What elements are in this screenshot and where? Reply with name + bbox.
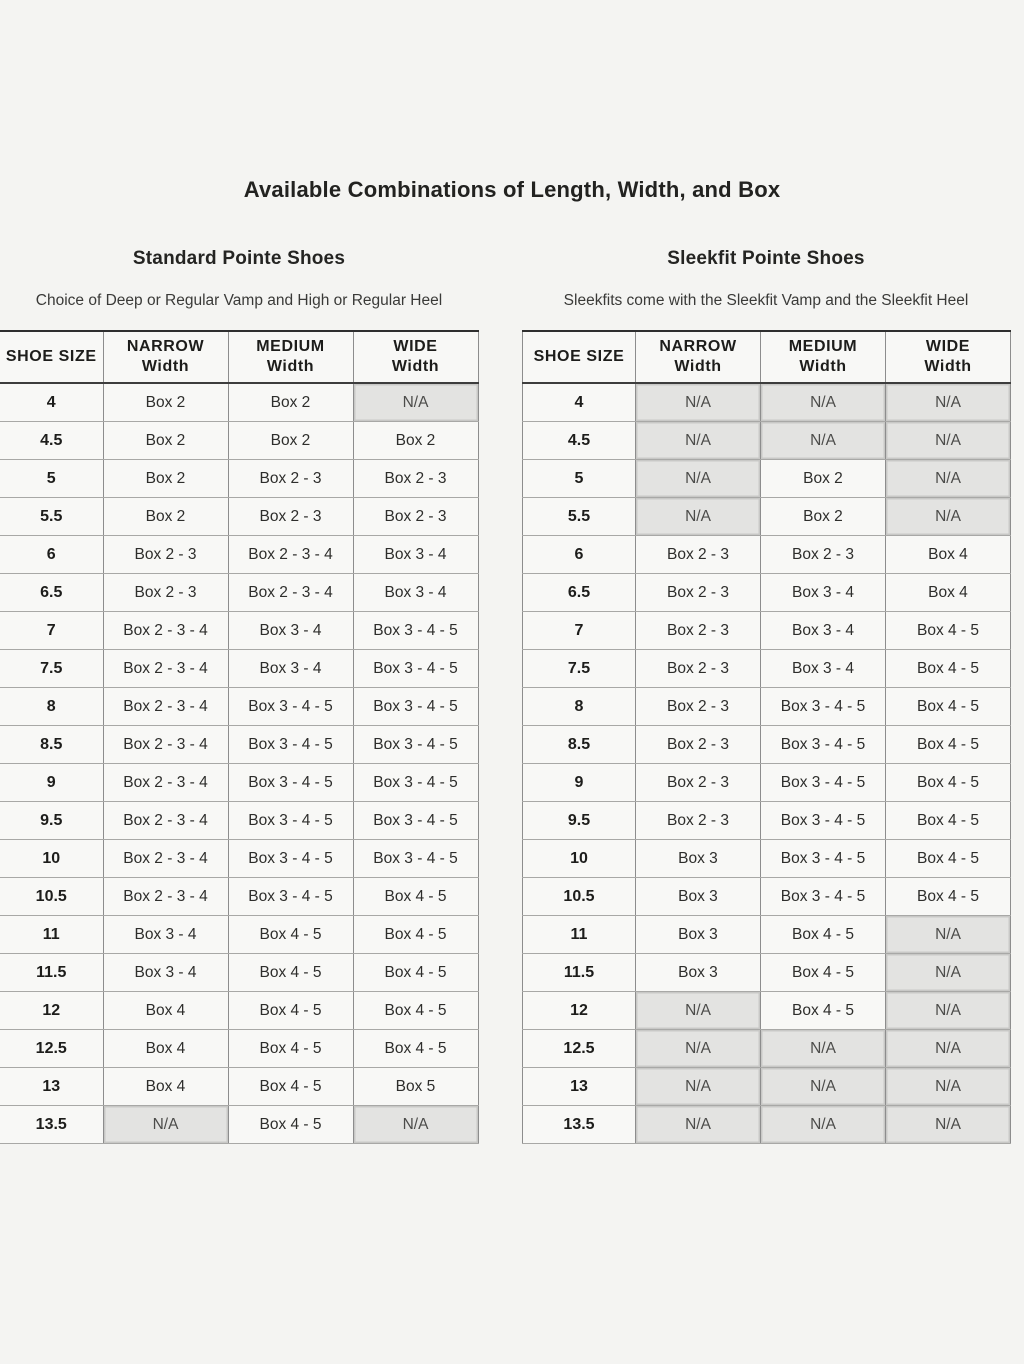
box-cell: Box 4 - 5 xyxy=(886,878,1011,916)
standard-note: Choice of Deep or Regular Vamp and High or Regular Heel xyxy=(35,292,443,309)
shoe-size-cell: 7 xyxy=(523,612,636,650)
table-row xyxy=(0,878,478,916)
box-cell: Box 3 - 4 - 5 xyxy=(761,802,886,840)
na-cell: N/A xyxy=(886,916,1011,954)
na-cell: N/A xyxy=(636,422,761,460)
shoe-size-cell: 7.5 xyxy=(523,650,636,688)
box-cell: Box 2 - 3 xyxy=(636,574,761,612)
shoe-size-cell: 9.5 xyxy=(523,802,636,840)
header-label: WIDE xyxy=(925,338,971,355)
shoe-size-cell: 12 xyxy=(523,992,636,1030)
box-cell: Box 3 - 4 xyxy=(103,954,228,992)
shoe-size-header xyxy=(523,331,636,383)
header-sublabel: Width xyxy=(799,358,847,375)
box-cell: Box 3 - 4 - 5 xyxy=(228,802,353,840)
shoe-size-cell: 11 xyxy=(0,916,103,954)
shoe-size-cell: 9 xyxy=(0,764,103,802)
box-cell: Box 3 - 4 - 5 xyxy=(353,612,478,650)
box-cell: Box 4 - 5 xyxy=(353,916,478,954)
header-label: NARROW xyxy=(659,338,737,355)
shoe-size-cell: 12 xyxy=(0,992,103,1030)
box-cell: Box 3 - 4 - 5 xyxy=(761,726,886,764)
box-cell: Box 4 - 5 xyxy=(353,878,478,916)
box-cell: Box 3 - 4 - 5 xyxy=(228,688,353,726)
shoe-size-cell: 12.5 xyxy=(523,1030,636,1068)
shoe-size-cell: 12.5 xyxy=(0,1030,103,1068)
sleekfit-table-body xyxy=(523,383,1011,1144)
box-cell: Box 4 xyxy=(886,574,1011,612)
box-cell: Box 2 xyxy=(761,498,886,536)
na-cell: N/A xyxy=(636,383,761,422)
table-row xyxy=(0,650,478,688)
box-cell: Box 2 xyxy=(353,422,478,460)
shoe-size-cell: 8 xyxy=(523,688,636,726)
table-row xyxy=(0,992,478,1030)
box-cell: Box 2 - 3 xyxy=(636,650,761,688)
box-cell: Box 2 - 3 xyxy=(636,726,761,764)
medium-width-header xyxy=(761,331,886,383)
box-cell: Box 2 xyxy=(761,460,886,498)
shoe-size-cell: 7.5 xyxy=(0,650,103,688)
sleekfit-pointe-panel xyxy=(522,241,1010,1144)
box-cell: Box 3 - 4 xyxy=(761,650,886,688)
box-cell: Box 4 xyxy=(103,1068,228,1106)
box-cell: Box 3 - 4 - 5 xyxy=(353,688,478,726)
header-label: MEDIUM xyxy=(788,338,858,355)
box-cell: Box 2 - 3 xyxy=(103,574,228,612)
box-cell: Box 2 - 3 xyxy=(636,536,761,574)
sleekfit-size-table xyxy=(522,330,1011,1144)
shoe-size-cell: 7 xyxy=(0,612,103,650)
shoe-size-cell: 13 xyxy=(0,1068,103,1106)
na-cell: N/A xyxy=(886,1106,1011,1144)
table-row xyxy=(0,802,478,840)
na-cell: N/A xyxy=(886,383,1011,422)
shoe-size-cell: 9 xyxy=(523,764,636,802)
box-cell: Box 4 - 5 xyxy=(886,764,1011,802)
na-cell: N/A xyxy=(886,1030,1011,1068)
box-cell: Box 3 - 4 xyxy=(761,574,886,612)
table-row xyxy=(0,612,478,650)
table-row xyxy=(523,764,1011,802)
table-row xyxy=(523,726,1011,764)
box-cell: Box 4 - 5 xyxy=(353,1030,478,1068)
shoe-size-header xyxy=(0,331,103,383)
box-cell: Box 2 - 3 - 4 xyxy=(103,764,228,802)
table-row xyxy=(523,878,1011,916)
wide-width-header xyxy=(886,331,1011,383)
table-row xyxy=(0,1030,478,1068)
box-cell: Box 3 - 4 - 5 xyxy=(353,764,478,802)
box-cell: Box 3 - 4 xyxy=(761,612,886,650)
shoe-size-cell: 4 xyxy=(0,383,103,422)
shoe-size-cell: 11.5 xyxy=(523,954,636,992)
shoe-size-cell: 6 xyxy=(523,536,636,574)
table-row xyxy=(0,840,478,878)
box-cell: Box 4 - 5 xyxy=(886,612,1011,650)
na-cell: N/A xyxy=(353,383,478,422)
box-cell: Box 5 xyxy=(353,1068,478,1106)
shoe-size-cell: 13.5 xyxy=(523,1106,636,1144)
shoe-size-cell: 5.5 xyxy=(0,498,103,536)
na-cell: N/A xyxy=(636,460,761,498)
shoe-size-cell: 4 xyxy=(523,383,636,422)
shoe-size-cell: 11 xyxy=(523,916,636,954)
box-cell: Box 2 xyxy=(103,383,228,422)
shoe-size-cell: 4.5 xyxy=(523,422,636,460)
wide-width-header xyxy=(353,331,478,383)
standard-subtitle: Standard Pointe Shoes xyxy=(132,248,346,269)
box-cell: Box 3 - 4 - 5 xyxy=(761,688,886,726)
box-cell: Box 2 - 3 - 4 xyxy=(103,802,228,840)
shoe-size-cell: 8.5 xyxy=(523,726,636,764)
box-cell: Box 4 - 5 xyxy=(228,1030,353,1068)
box-cell: Box 3 xyxy=(636,840,761,878)
na-cell: N/A xyxy=(103,1106,228,1144)
table-row xyxy=(523,1068,1011,1106)
box-cell: Box 3 xyxy=(636,916,761,954)
box-cell: Box 2 xyxy=(228,383,353,422)
standard-pointe-panel xyxy=(0,241,478,1144)
box-cell: Box 2 - 3 - 4 xyxy=(103,878,228,916)
box-cell: Box 3 - 4 xyxy=(228,612,353,650)
header-label: NARROW xyxy=(126,338,205,355)
box-cell: Box 2 - 3 xyxy=(636,612,761,650)
na-cell: N/A xyxy=(886,1068,1011,1106)
shoe-size-cell: 10 xyxy=(0,840,103,878)
header-sublabel: Width xyxy=(391,358,440,375)
na-cell: N/A xyxy=(886,498,1011,536)
box-cell: Box 4 - 5 xyxy=(228,1106,353,1144)
table-row xyxy=(0,764,478,802)
box-cell: Box 2 xyxy=(103,422,228,460)
na-cell: N/A xyxy=(636,1068,761,1106)
box-cell: Box 3 - 4 - 5 xyxy=(228,840,353,878)
table-header-row xyxy=(0,331,478,383)
table-row xyxy=(0,954,478,992)
na-cell: N/A xyxy=(886,460,1011,498)
shoe-size-cell: 13 xyxy=(523,1068,636,1106)
box-cell: Box 3 - 4 - 5 xyxy=(228,764,353,802)
box-cell: Box 3 - 4 - 5 xyxy=(761,840,886,878)
shoe-size-cell: 8.5 xyxy=(0,726,103,764)
table-row xyxy=(0,574,478,612)
header-sublabel: Width xyxy=(141,358,190,375)
table-row xyxy=(523,1030,1011,1068)
box-cell: Box 4 xyxy=(103,1030,228,1068)
page-title: Available Combinations of Length, Width, and Box xyxy=(243,177,781,202)
box-cell: Box 3 - 4 - 5 xyxy=(353,726,478,764)
na-cell: N/A xyxy=(636,498,761,536)
box-cell: Box 3 xyxy=(636,878,761,916)
na-cell: N/A xyxy=(761,383,886,422)
na-cell: N/A xyxy=(886,422,1011,460)
box-cell: Box 4 xyxy=(103,992,228,1030)
box-cell: Box 4 - 5 xyxy=(761,992,886,1030)
header-sublabel: Width xyxy=(924,358,972,375)
box-cell: Box 3 - 4 xyxy=(228,650,353,688)
table-row xyxy=(523,498,1011,536)
sleekfit-subtitle: Sleekfit Pointe Shoes xyxy=(667,248,865,269)
box-cell: Box 2 - 3 - 4 xyxy=(103,650,228,688)
box-cell: Box 2 - 3 xyxy=(228,498,353,536)
na-cell: N/A xyxy=(636,1106,761,1144)
box-cell: Box 2 - 3 - 4 xyxy=(103,612,228,650)
na-cell: N/A xyxy=(353,1106,478,1144)
shoe-size-cell: 6.5 xyxy=(523,574,636,612)
box-cell: Box 4 - 5 xyxy=(228,954,353,992)
box-cell: Box 2 - 3 xyxy=(353,460,478,498)
na-cell: N/A xyxy=(636,1030,761,1068)
na-cell: N/A xyxy=(636,992,761,1030)
header-label: SHOE SIZE xyxy=(533,348,625,365)
shoe-size-cell: 8 xyxy=(0,688,103,726)
box-cell: Box 4 - 5 xyxy=(886,688,1011,726)
shoe-size-cell: 5.5 xyxy=(523,498,636,536)
medium-width-header xyxy=(228,331,353,383)
header-label: SHOE SIZE xyxy=(5,348,97,365)
box-cell: Box 2 - 3 xyxy=(636,688,761,726)
box-cell: Box 2 xyxy=(228,422,353,460)
box-cell: Box 4 - 5 xyxy=(761,916,886,954)
box-cell: Box 4 - 5 xyxy=(353,954,478,992)
table-row xyxy=(523,536,1011,574)
na-cell: N/A xyxy=(761,1030,886,1068)
table-row xyxy=(0,498,478,536)
box-cell: Box 3 - 4 - 5 xyxy=(761,764,886,802)
table-row xyxy=(0,1068,478,1106)
table-row xyxy=(0,916,478,954)
table-row xyxy=(0,688,478,726)
narrow-width-header xyxy=(636,331,761,383)
shoe-size-cell: 4.5 xyxy=(0,422,103,460)
table-row xyxy=(0,460,478,498)
table-row xyxy=(523,954,1011,992)
table-row xyxy=(523,383,1011,422)
box-cell: Box 4 - 5 xyxy=(886,840,1011,878)
table-header-row xyxy=(523,331,1011,383)
table-row xyxy=(0,536,478,574)
box-cell: Box 2 - 3 - 4 xyxy=(228,574,353,612)
box-cell: Box 3 - 4 - 5 xyxy=(228,726,353,764)
header-label: WIDE xyxy=(393,338,438,355)
box-cell: Box 2 - 3 xyxy=(103,536,228,574)
box-cell: Box 2 - 3 xyxy=(636,802,761,840)
shoe-size-cell: 9.5 xyxy=(0,802,103,840)
table-row xyxy=(523,916,1011,954)
box-cell: Box 2 - 3 xyxy=(761,536,886,574)
table-row xyxy=(0,726,478,764)
box-cell: Box 2 - 3 - 4 xyxy=(228,536,353,574)
shoe-size-cell: 5 xyxy=(0,460,103,498)
table-row xyxy=(523,422,1011,460)
box-cell: Box 4 - 5 xyxy=(886,802,1011,840)
table-row xyxy=(523,992,1011,1030)
table-row xyxy=(523,802,1011,840)
header-sublabel: Width xyxy=(674,358,722,375)
na-cell: N/A xyxy=(761,422,886,460)
box-cell: Box 3 - 4 - 5 xyxy=(228,878,353,916)
table-row xyxy=(0,1106,478,1144)
box-cell: Box 3 - 4 xyxy=(353,536,478,574)
standard-table-body xyxy=(0,383,478,1144)
box-cell: Box 3 - 4 - 5 xyxy=(761,878,886,916)
box-cell: Box 3 - 4 xyxy=(353,574,478,612)
box-cell: Box 3 - 4 - 5 xyxy=(353,840,478,878)
sleekfit-note: Sleekfits come with the Sleekfit Vamp and the Sleekfit Heel xyxy=(563,292,969,309)
box-cell: Box 4 - 5 xyxy=(228,992,353,1030)
standard-size-table xyxy=(0,330,479,1144)
na-cell: N/A xyxy=(761,1106,886,1144)
box-cell: Box 2 - 3 - 4 xyxy=(103,726,228,764)
box-cell: Box 2 - 3 xyxy=(636,764,761,802)
box-cell: Box 3 xyxy=(636,954,761,992)
shoe-size-cell: 6 xyxy=(0,536,103,574)
shoe-size-cell: 10 xyxy=(523,840,636,878)
header-sublabel: Width xyxy=(266,358,315,375)
box-cell: Box 2 - 3 - 4 xyxy=(103,840,228,878)
narrow-width-header xyxy=(103,331,228,383)
box-cell: Box 4 xyxy=(886,536,1011,574)
table-row xyxy=(523,612,1011,650)
box-cell: Box 2 - 3 xyxy=(228,460,353,498)
shoe-size-cell: 10.5 xyxy=(523,878,636,916)
table-row xyxy=(523,688,1011,726)
table-row xyxy=(523,840,1011,878)
table-row xyxy=(0,422,478,460)
na-cell: N/A xyxy=(761,1068,886,1106)
box-cell: Box 4 - 5 xyxy=(228,1068,353,1106)
na-cell: N/A xyxy=(886,992,1011,1030)
box-cell: Box 3 - 4 - 5 xyxy=(353,650,478,688)
shoe-size-cell: 13.5 xyxy=(0,1106,103,1144)
table-row xyxy=(0,383,478,422)
table-row xyxy=(523,1106,1011,1144)
box-cell: Box 2 - 3 - 4 xyxy=(103,688,228,726)
box-cell: Box 4 - 5 xyxy=(228,916,353,954)
box-cell: Box 4 - 5 xyxy=(353,992,478,1030)
shoe-size-cell: 10.5 xyxy=(0,878,103,916)
box-cell: Box 2 - 3 xyxy=(353,498,478,536)
header-label: MEDIUM xyxy=(256,338,325,355)
na-cell: N/A xyxy=(886,954,1011,992)
box-cell: Box 4 - 5 xyxy=(886,726,1011,764)
shoe-size-cell: 5 xyxy=(523,460,636,498)
box-cell: Box 4 - 5 xyxy=(886,650,1011,688)
table-row xyxy=(523,460,1011,498)
shoe-size-cell: 6.5 xyxy=(0,574,103,612)
box-cell: Box 3 - 4 - 5 xyxy=(353,802,478,840)
box-cell: Box 2 xyxy=(103,460,228,498)
table-row xyxy=(523,650,1011,688)
table-row xyxy=(523,574,1011,612)
box-cell: Box 2 xyxy=(103,498,228,536)
shoe-size-cell: 11.5 xyxy=(0,954,103,992)
box-cell: Box 3 - 4 xyxy=(103,916,228,954)
box-cell: Box 4 - 5 xyxy=(761,954,886,992)
